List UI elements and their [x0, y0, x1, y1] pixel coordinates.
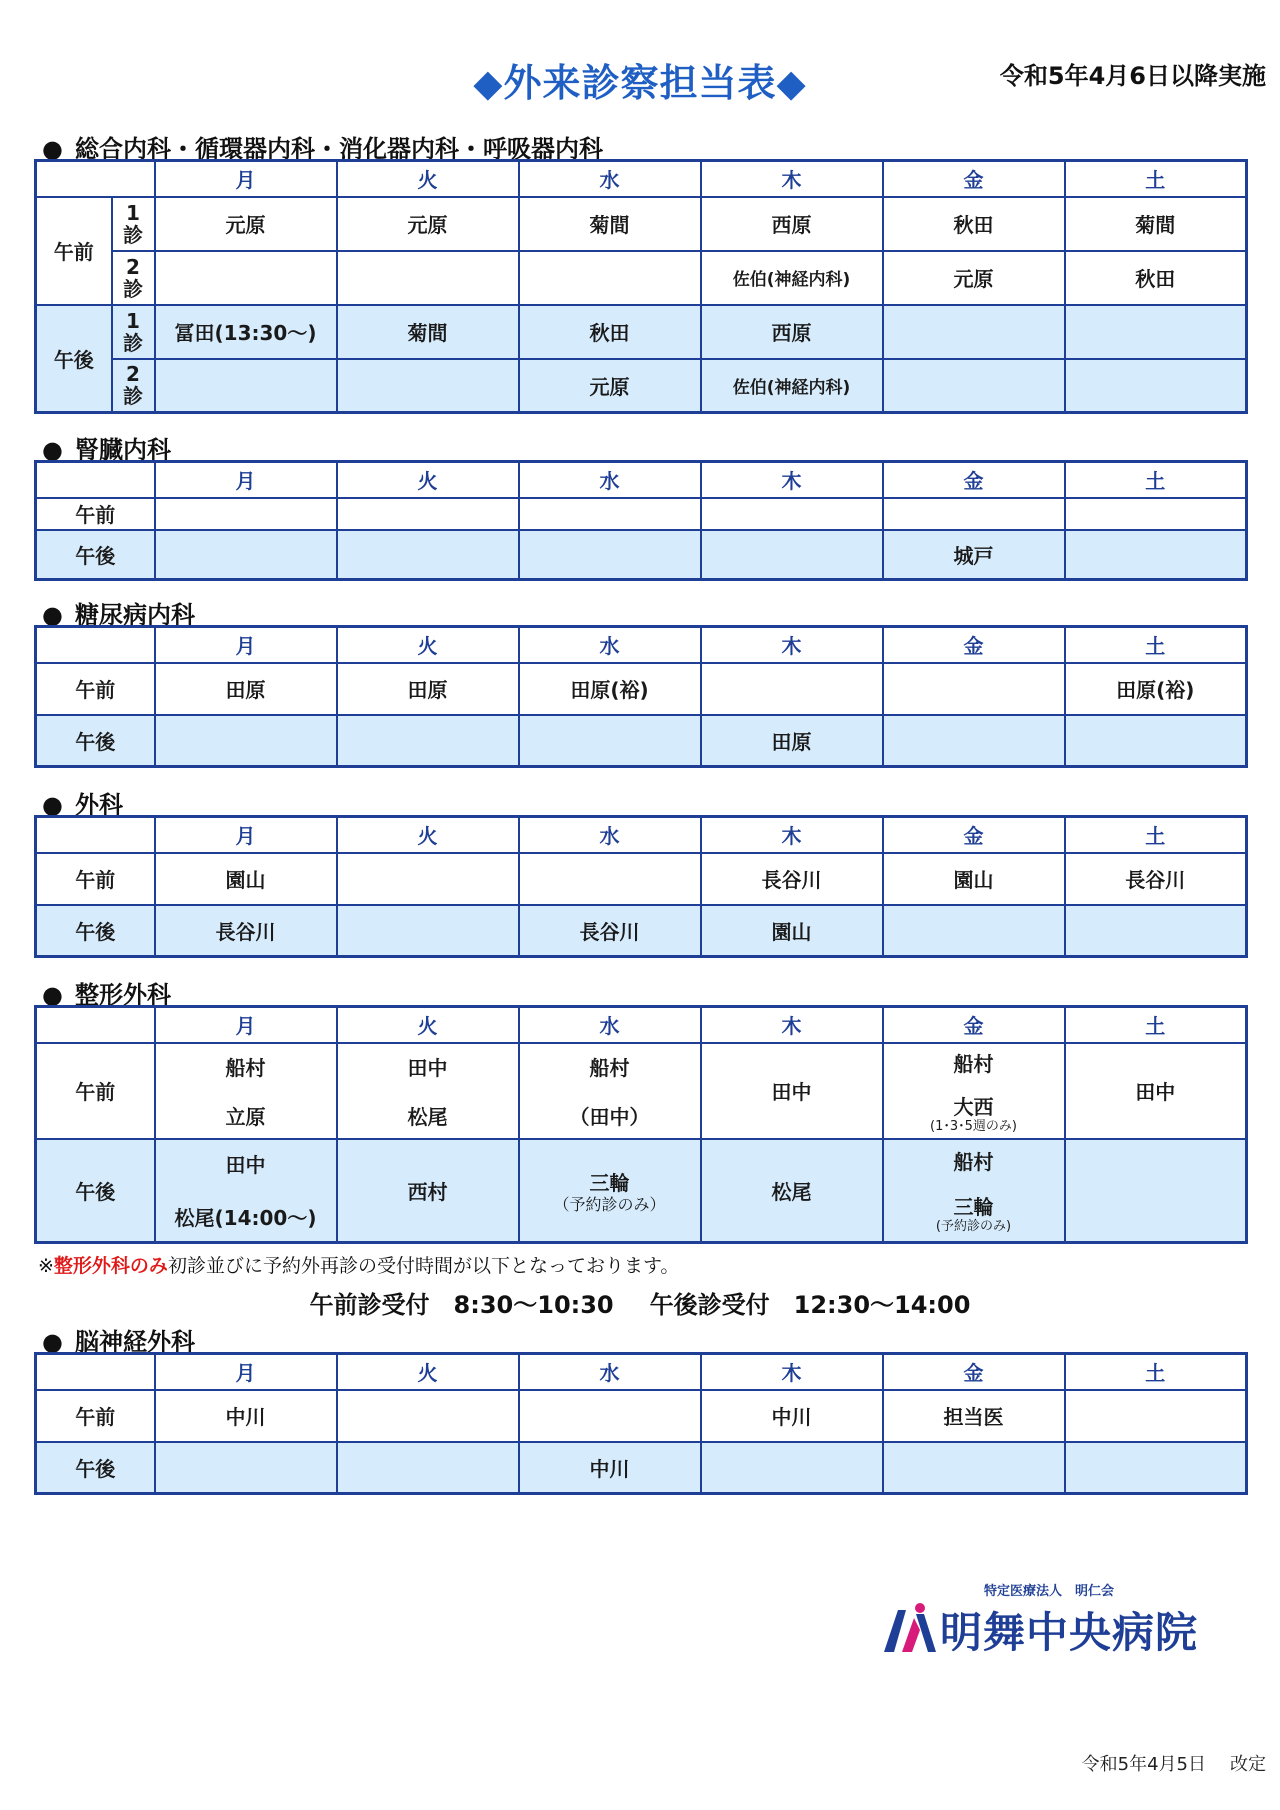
cell	[519, 1043, 701, 1139]
day-header: 火	[337, 817, 519, 853]
doctor-line: 松尾	[771, 1179, 812, 1204]
cell: 長谷川	[155, 905, 337, 957]
section-title: ● 総合内科・循環器内科・消化器内科・呼吸器内科	[42, 135, 603, 163]
day-header: 木	[701, 1007, 883, 1043]
schedule-table-ortho	[34, 1005, 1248, 1244]
row-label-am: 午前	[36, 853, 155, 905]
day-header: 火	[337, 627, 519, 663]
row-label-am: 午前	[36, 1390, 155, 1442]
doctor-line: 船村	[953, 1150, 994, 1175]
cell: 田原(裕)	[1065, 663, 1247, 715]
day-header: 月	[155, 1007, 337, 1043]
day-header: 土	[1065, 1354, 1247, 1390]
am-hours: 午前診受付 8:30～10:30	[309, 1291, 614, 1319]
day-header: 月	[155, 161, 337, 197]
day-header: 火	[337, 1007, 519, 1043]
corner-cell	[36, 1354, 155, 1390]
cell	[1065, 530, 1247, 580]
doctor-line: 松尾	[407, 1104, 448, 1129]
cell: 元原	[883, 251, 1065, 305]
cell: 西原	[701, 305, 883, 359]
day-header: 木	[701, 1354, 883, 1390]
day-header: 月	[155, 1354, 337, 1390]
row-label-am: 午前	[36, 663, 155, 715]
cell	[1065, 1043, 1247, 1139]
cell	[1065, 1139, 1247, 1243]
cell: 菊間	[519, 197, 701, 251]
note-highlight: 整形外科のみ	[53, 1255, 168, 1277]
cell	[883, 359, 1065, 413]
cell: 元原	[155, 197, 337, 251]
day-header: 水	[519, 161, 701, 197]
cell: 秋田	[1065, 251, 1247, 305]
cell: 田原	[155, 663, 337, 715]
cell: 佐伯(神経内科)	[701, 359, 883, 413]
corner-cell	[36, 462, 155, 498]
doctor-line: 三輪	[589, 1170, 630, 1195]
cell: 担当医	[883, 1390, 1065, 1442]
cell	[883, 498, 1065, 530]
cell	[519, 1390, 701, 1442]
cell	[337, 1390, 519, 1442]
cell	[337, 1043, 519, 1139]
cell	[155, 1043, 337, 1139]
cell: 田原	[337, 663, 519, 715]
cell	[883, 1139, 1065, 1243]
cell	[337, 1442, 519, 1494]
cell	[155, 251, 337, 305]
day-header: 金	[883, 817, 1065, 853]
schedule-note: (1･3･5週のみ)	[930, 1118, 1017, 1134]
doctor-line: 西村	[407, 1179, 448, 1204]
row-label-am: 午前	[36, 197, 112, 305]
doctor-line: 田中	[1135, 1080, 1176, 1104]
cell	[883, 1043, 1065, 1139]
day-header: 土	[1065, 161, 1247, 197]
day-header: 土	[1065, 817, 1247, 853]
cell: 西原	[701, 197, 883, 251]
day-header: 土	[1065, 462, 1247, 498]
doctor-line: 立原	[225, 1104, 266, 1129]
cell	[1065, 715, 1247, 767]
cell	[1065, 1442, 1247, 1494]
day-header: 水	[519, 627, 701, 663]
cell	[519, 251, 701, 305]
cell: 元原	[519, 359, 701, 413]
doctor-line: （田中）	[569, 1104, 650, 1129]
sub-label-1: 1 診	[112, 305, 155, 359]
day-header: 火	[337, 462, 519, 498]
day-header: 水	[519, 1354, 701, 1390]
cell: 長谷川	[701, 853, 883, 905]
effective-date: 令和5年4月6日以降実施	[999, 62, 1266, 90]
revised-label: 改定	[1230, 1754, 1266, 1775]
day-header: 木	[701, 817, 883, 853]
cell: 園山	[155, 853, 337, 905]
cell: 城戸	[883, 530, 1065, 580]
day-header: 月	[155, 462, 337, 498]
day-header: 火	[337, 161, 519, 197]
day-header: 木	[701, 161, 883, 197]
cell: 中川	[519, 1442, 701, 1494]
cell	[337, 498, 519, 530]
cell	[701, 530, 883, 580]
day-header: 木	[701, 627, 883, 663]
corner-cell	[36, 161, 155, 197]
schedule-table-surgery	[34, 815, 1248, 958]
cell	[883, 715, 1065, 767]
day-header: 土	[1065, 627, 1247, 663]
doctor-line: 松尾(14:00～)	[174, 1206, 317, 1231]
schedule-note: (予約診のみ)	[935, 1219, 1012, 1235]
cell: 長谷川	[1065, 853, 1247, 905]
cell: 秋田	[519, 305, 701, 359]
day-header: 月	[155, 817, 337, 853]
row-label-pm: 午後	[36, 715, 155, 767]
schedule-table-internal	[34, 159, 1248, 414]
cell	[337, 905, 519, 957]
day-header: 月	[155, 627, 337, 663]
day-header: 水	[519, 817, 701, 853]
cell	[701, 1442, 883, 1494]
cell	[337, 1139, 519, 1243]
cell	[701, 1043, 883, 1139]
section-title: ● 脳神経外科	[42, 1328, 195, 1356]
day-header: 金	[883, 462, 1065, 498]
doctor-line: 大西	[953, 1094, 994, 1119]
logo-subtitle: 特定医療法人 明仁会	[984, 1584, 1115, 1599]
corner-cell	[36, 817, 155, 853]
cell: 冨田(13:30～)	[155, 305, 337, 359]
cell	[701, 1139, 883, 1243]
cell	[155, 530, 337, 580]
day-header: 木	[701, 462, 883, 498]
day-header: 金	[883, 627, 1065, 663]
day-header: 金	[883, 1354, 1065, 1390]
cell: 佐伯(神経内科)	[701, 251, 883, 305]
schedule-note: （予約診のみ）	[553, 1194, 666, 1214]
cell	[1065, 498, 1247, 530]
row-label-pm: 午後	[36, 1442, 155, 1494]
cell: 田原(裕)	[519, 663, 701, 715]
cell: 菊間	[1065, 197, 1247, 251]
cell	[1065, 359, 1247, 413]
row-label-pm: 午後	[36, 905, 155, 957]
cell: 中川	[155, 1390, 337, 1442]
section-title: ● 外科	[42, 791, 123, 819]
day-header: 土	[1065, 1007, 1247, 1043]
reception-hours	[0, 1285, 1280, 1320]
cell	[1065, 305, 1247, 359]
sub-label-2: 2 診	[112, 359, 155, 413]
cell: 秋田	[883, 197, 1065, 251]
doctor-line: 田中	[407, 1055, 448, 1080]
sub-label-1: 1 診	[112, 197, 155, 251]
ortho-note: ※整形外科のみ初診並びに予約外再診の受付時間が以下となっております。	[38, 1255, 680, 1277]
doctor-line: 船村	[589, 1055, 630, 1080]
cell	[155, 359, 337, 413]
cell	[337, 251, 519, 305]
cell	[337, 359, 519, 413]
cell	[519, 498, 701, 530]
doctor-line: 三輪	[953, 1195, 994, 1220]
revised-date	[1082, 1750, 1266, 1776]
cell	[701, 663, 883, 715]
row-label-pm: 午後	[36, 530, 155, 580]
doctor-line: 田中	[771, 1080, 812, 1104]
cell: 園山	[883, 853, 1065, 905]
cell	[519, 853, 701, 905]
section-title: ● 整形外科	[42, 981, 171, 1009]
cell	[519, 530, 701, 580]
cell	[883, 1442, 1065, 1494]
day-header: 火	[337, 1354, 519, 1390]
cell	[155, 1442, 337, 1494]
row-label-am: 午前	[36, 498, 155, 530]
cell: 長谷川	[519, 905, 701, 957]
schedule-table-diabetes	[34, 625, 1248, 768]
cell	[701, 498, 883, 530]
pm-hours: 午後診受付 12:30～14:00	[649, 1291, 971, 1319]
section-title: ● 糖尿病内科	[42, 601, 195, 629]
schedule-table-kidney	[34, 460, 1248, 581]
doctor-line: 船村	[225, 1055, 266, 1080]
day-header: 金	[883, 161, 1065, 197]
cell: 中川	[701, 1390, 883, 1442]
cell	[337, 530, 519, 580]
cell	[337, 715, 519, 767]
doctor-line: 船村	[953, 1051, 994, 1076]
doctor-line: 田中	[225, 1153, 266, 1178]
day-header: 水	[519, 462, 701, 498]
cell	[883, 305, 1065, 359]
corner-cell	[36, 627, 155, 663]
cell: 園山	[701, 905, 883, 957]
page-title: ◆外来診察担当表◆	[473, 61, 807, 105]
cell	[155, 498, 337, 530]
cell	[1065, 1390, 1247, 1442]
day-header: 水	[519, 1007, 701, 1043]
revised-date-value: 令和5年4月5日	[1081, 1754, 1206, 1775]
cell	[155, 1139, 337, 1243]
cell	[155, 715, 337, 767]
cell	[337, 853, 519, 905]
row-label-pm: 午後	[36, 1139, 155, 1243]
cell: 菊間	[337, 305, 519, 359]
cell	[883, 905, 1065, 957]
cell	[519, 1139, 701, 1243]
hospital-logo	[880, 1580, 1240, 1660]
logo-name: 明舞中央病院	[940, 1608, 1199, 1657]
schedule-table-neuro	[34, 1352, 1248, 1495]
corner-cell	[36, 1007, 155, 1043]
section-title: ● 腎臓内科	[42, 436, 171, 464]
cell	[519, 715, 701, 767]
cell: 田原	[701, 715, 883, 767]
day-header: 金	[883, 1007, 1065, 1043]
cell	[883, 663, 1065, 715]
cell: 元原	[337, 197, 519, 251]
hospital-logo-icon	[880, 1600, 940, 1656]
row-label-am: 午前	[36, 1043, 155, 1139]
row-label-pm: 午後	[36, 305, 112, 413]
sub-label-2: 2 診	[112, 251, 155, 305]
cell	[1065, 905, 1247, 957]
